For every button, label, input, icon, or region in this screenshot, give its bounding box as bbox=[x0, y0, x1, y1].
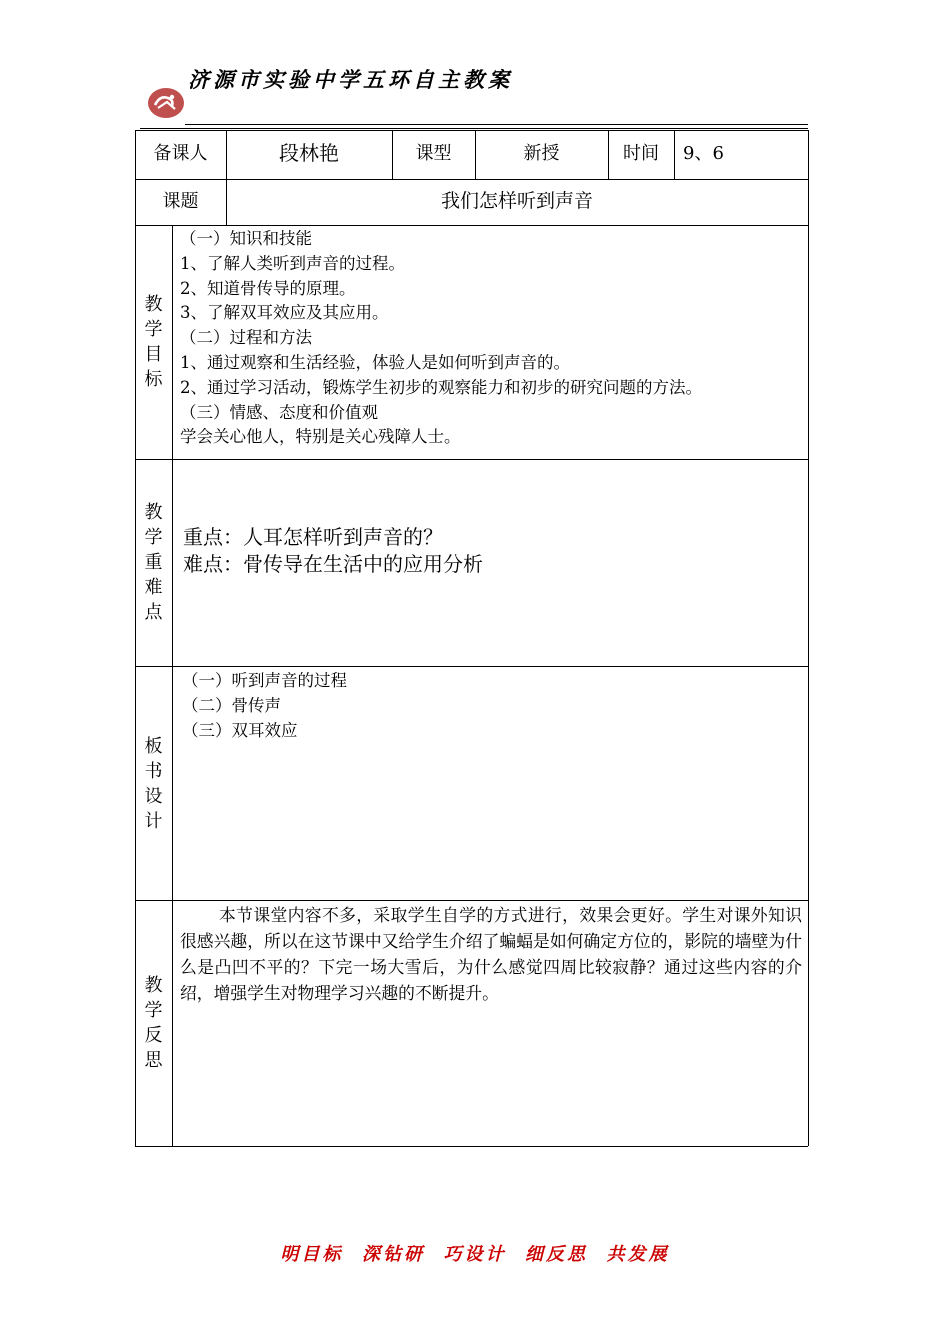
objectives-content bbox=[180, 227, 702, 450]
topic-value: 我们怎样听到声音 bbox=[440, 190, 593, 212]
objective-line: 3、了解双耳效应及其应用。 bbox=[180, 303, 389, 323]
key-points-label: 教 学 重 难 点 bbox=[144, 502, 163, 623]
school-title: 济源市实验中学五环自主教案 bbox=[188, 67, 513, 92]
key-point-line: 重点：人耳怎样听到声音的？ bbox=[183, 525, 443, 549]
time-value: 9、6 bbox=[683, 143, 724, 164]
objective-line: 2、通过学习活动，锻炼学生初步的观察能力和初步的研究问题的方法。 bbox=[180, 377, 702, 397]
reflection-content: 本节课堂内容不多，采取学生自学的方式进行，效果会更好。学生对课外知识很感兴趣，所以在这节课中又给学生介绍了蝙蝠是如何确定方位的，影院的墙壁为什么是凸凹不平的？下完一场大雪后，为什么感觉四周比较寂静？通过这些内容的介绍，增强学生对物理学习兴趣的不断提升。 bbox=[180, 905, 802, 1003]
board-line: （三）双耳效应 bbox=[182, 721, 298, 740]
key-point-line: 难点：骨传导在生活中的应用分析 bbox=[183, 552, 483, 576]
preparer-value: 段林艳 bbox=[279, 141, 339, 165]
lesson-type-label: 课型 bbox=[415, 143, 452, 164]
objective-line: 2、知道骨传导的原理。 bbox=[180, 278, 356, 298]
school-logo-icon bbox=[146, 86, 186, 120]
board-line: （二）骨传声 bbox=[182, 696, 281, 715]
board-design-content bbox=[182, 668, 347, 743]
objective-line: 学会关心他人，特别是关心残障人士。 bbox=[180, 427, 461, 447]
footer-motto: 明目标 深钻研 巧设计 细反思 共发展 bbox=[280, 1244, 670, 1265]
objective-line: 1、通过观察和生活经验，体验人是如何听到声音的。 bbox=[180, 352, 570, 372]
objective-line: （一）知识和技能 bbox=[180, 229, 312, 248]
objective-line: 1、了解人类听到声音的过程。 bbox=[180, 253, 405, 273]
key-points-content bbox=[183, 524, 483, 578]
objective-line: （二）过程和方法 bbox=[180, 328, 312, 348]
reflection-label: 教 学 反 思 bbox=[144, 975, 163, 1071]
board-line: （一）听到声音的过程 bbox=[182, 671, 347, 690]
header-rule bbox=[185, 124, 808, 125]
topic-label: 课题 bbox=[162, 191, 199, 212]
lesson-type-value: 新授 bbox=[523, 143, 560, 164]
objective-line: （三）情感、态度和价值观 bbox=[180, 402, 378, 422]
time-label: 时间 bbox=[623, 143, 659, 164]
board-design-label: 板 书 设 计 bbox=[144, 736, 163, 832]
objectives-label: 教 学 目 标 bbox=[144, 294, 163, 390]
preparer-label: 备课人 bbox=[153, 143, 208, 164]
header-rule-thin bbox=[140, 128, 808, 129]
